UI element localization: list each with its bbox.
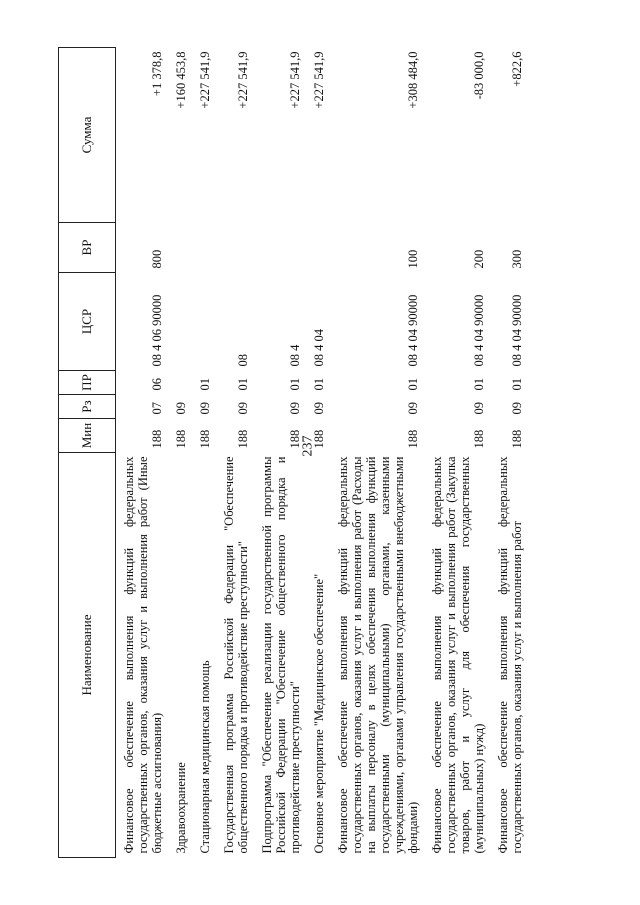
row-pr: 01 [510, 378, 524, 391]
row-min: 188 [174, 429, 188, 449]
row-min: 188 [288, 429, 302, 449]
header-csr: ЦСР [59, 273, 116, 371]
table-row [490, 48, 528, 858]
table-header-row [59, 48, 116, 858]
page-number: 237 [300, 435, 316, 457]
table-row [330, 48, 424, 858]
row-min: 188 [312, 429, 326, 449]
table-row [306, 48, 330, 858]
row-csr: 08 4 06 90000 [150, 294, 164, 367]
row-rz: 09 [288, 402, 302, 415]
row-vr [254, 223, 306, 273]
row-vr [306, 223, 330, 273]
row-sum: -83 000,0 [472, 51, 486, 100]
row-csr [168, 273, 192, 371]
row-min: 188 [406, 429, 420, 449]
row-sum: +308 484,0 [406, 51, 420, 109]
row-csr: 08 4 04 90000 [406, 294, 420, 367]
row-pr: 01 [288, 378, 302, 391]
row-rz: 09 [472, 402, 486, 415]
table-row [168, 48, 192, 858]
row-sum: +227 541,9 [198, 51, 212, 109]
row-rz: 09 [406, 402, 420, 415]
row-rz: 09 [174, 402, 188, 415]
row-rz: 09 [198, 402, 212, 415]
row-csr: 08 4 04 90000 [510, 294, 524, 367]
row-min: 188 [150, 429, 164, 449]
row-sum: +227 541,9 [236, 51, 250, 109]
row-csr: 08 4 04 [312, 329, 326, 367]
row-name: Подпрограмма "Обеспечение реализации государственной программы Российской Федерации "Обеспечение общественного порядка и противодействие преступности" [260, 456, 302, 854]
row-pr: 01 [236, 378, 250, 391]
row-min: 188 [236, 429, 250, 449]
header-sum: Сумма [59, 48, 116, 223]
row-min: 188 [198, 429, 212, 449]
row-pr: 01 [312, 378, 326, 391]
table-row [216, 48, 254, 858]
row-csr: 08 4 [288, 344, 302, 367]
row-pr: 01 [406, 378, 420, 391]
budget-table [58, 47, 528, 858]
row-sum: +160 453,8 [174, 51, 188, 109]
row-rz: 09 [510, 402, 524, 415]
row-vr: 100 [406, 249, 420, 269]
row-vr [192, 223, 216, 273]
row-vr: 200 [472, 249, 486, 269]
row-sum: +227 541,9 [288, 51, 302, 109]
row-pr [168, 371, 192, 395]
row-min: 188 [472, 429, 486, 449]
row-name: Финансовое обеспечение выполнения функций федеральных государственных органов, оказания услуг и выполнения работ [496, 456, 524, 854]
header-rz: Рз [59, 395, 116, 419]
rotated-table-container [58, 48, 588, 858]
table-row [424, 48, 490, 858]
row-pr: 01 [198, 378, 212, 391]
row-name: Стационарная медицинская помощь [198, 660, 212, 854]
header-pr: ПР [59, 371, 116, 395]
row-name: Государственная программа Российской Федерации "Обеспечение общественного порядка и противодействие преступности" [222, 456, 250, 854]
row-csr [192, 273, 216, 371]
header-vr: ВР [59, 223, 116, 273]
row-pr: 06 [150, 378, 164, 391]
header-name: Наименование [59, 453, 116, 858]
row-vr: 800 [150, 249, 164, 269]
row-name: Финансовое обеспечение выполнения функций федеральных государственных органов, оказания услуг и выполнения работ (Расходы на выплаты персоналу в целях обеспечения выполнения функций государственными (муниципальными) органами, казенными учреждениями, органами управления государственными внебюджетными фондами) [336, 456, 420, 854]
table-row [192, 48, 216, 858]
row-name: Здравоохранение [174, 762, 188, 854]
header-min: Мин [59, 419, 116, 453]
row-sum: +227 541,9 [312, 51, 326, 109]
table-row [116, 48, 169, 858]
row-vr: 300 [510, 249, 524, 269]
row-rz: 09 [236, 402, 250, 415]
row-vr [216, 223, 254, 273]
row-name: Основное мероприятие "Медицинское обеспечение" [312, 573, 326, 854]
row-vr [168, 223, 192, 273]
row-csr: 08 [236, 354, 250, 367]
row-name: Финансовое обеспечение выполнения функций федеральных государственных органов, оказания услуг и выполнения работ (Закупка товаров, работ и услуг для обеспечения государственных (муниципальных) нужд) [430, 456, 486, 854]
row-rz: 07 [150, 402, 164, 415]
row-name: Финансовое обеспечение выполнения функций федеральных государственных органов, оказания услуг и выполнения работ (Иные бюджетные ассигнования) [122, 456, 164, 854]
row-sum: +822,6 [510, 51, 524, 87]
table-row [254, 48, 306, 858]
row-min: 188 [510, 429, 524, 449]
row-pr: 01 [472, 378, 486, 391]
row-rz: 09 [312, 402, 326, 415]
row-sum: +1 378,8 [150, 51, 164, 97]
row-csr: 08 4 04 90000 [472, 294, 486, 367]
